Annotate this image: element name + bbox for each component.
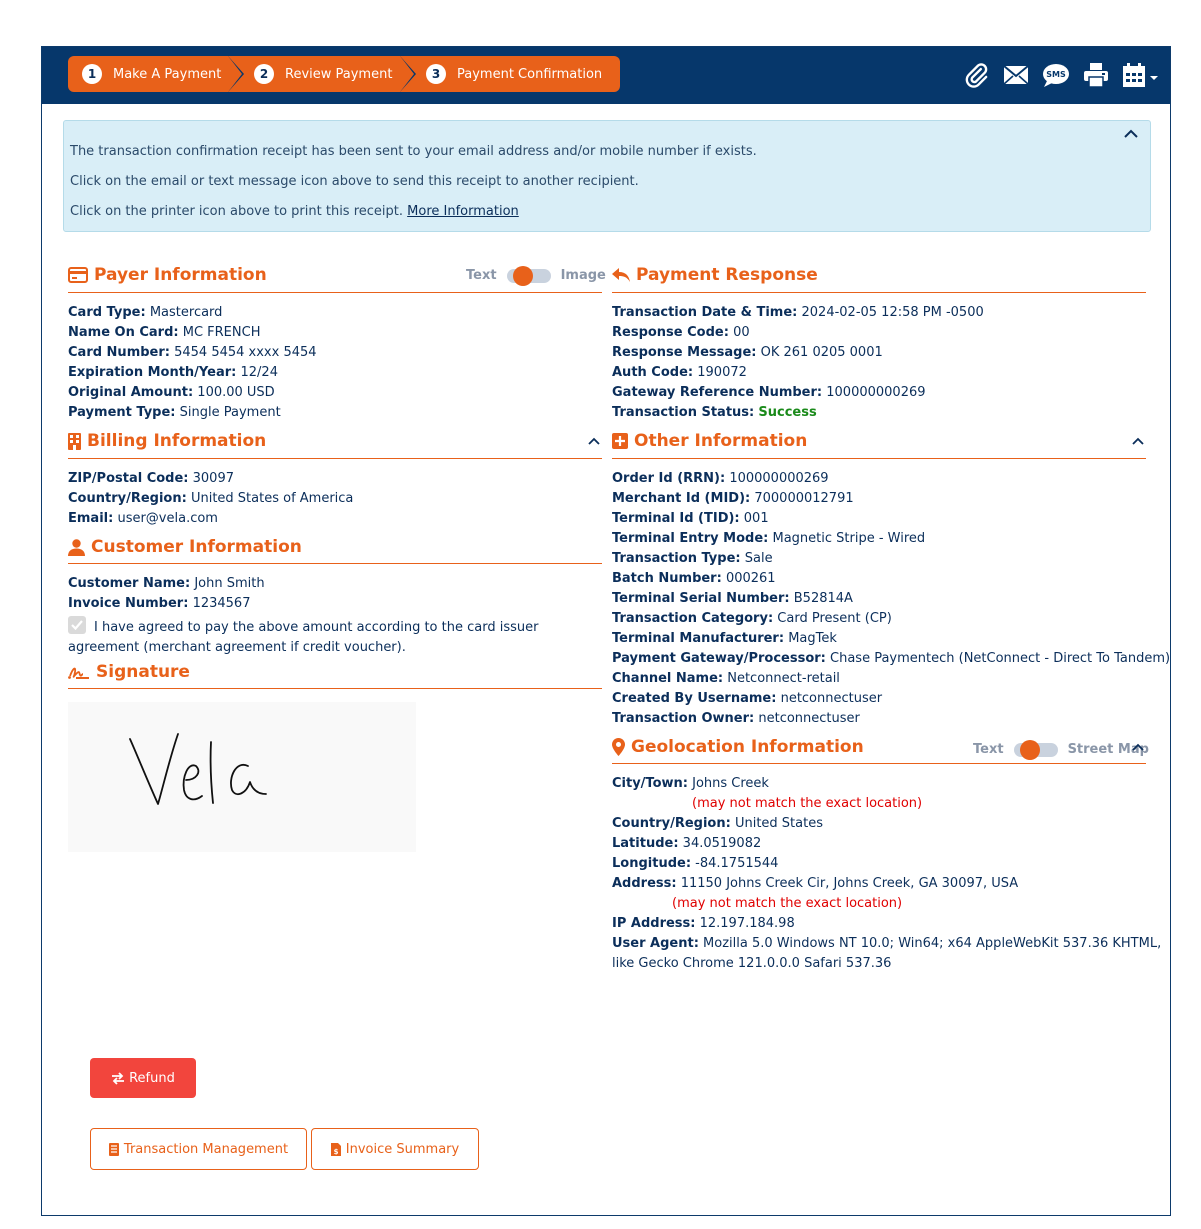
geolocation-details xyxy=(612,774,1161,974)
detail-row xyxy=(612,489,1170,509)
email-value: user@vela.com xyxy=(117,511,218,526)
billing-information-heading xyxy=(68,431,266,451)
card-number-value: 5454 5454 xxxx 5454 xyxy=(174,345,317,360)
detail-label: Terminal Serial Number: xyxy=(612,591,790,606)
toggle-switch[interactable] xyxy=(507,269,551,283)
step-review-payment[interactable] xyxy=(228,56,400,92)
toggle-label-street-map: Street Map xyxy=(1067,742,1149,757)
transaction-date-value: 2024-02-05 12:58 PM -0500 xyxy=(801,305,984,320)
auth-code-label: Auth Code: xyxy=(612,365,694,380)
detail-row xyxy=(612,569,1170,589)
detail-row xyxy=(612,629,1170,649)
signature-image xyxy=(68,702,416,852)
detail-label: Batch Number: xyxy=(612,571,722,586)
other-information-details xyxy=(612,469,1170,729)
info-line-3-text: Click on the printer icon above to print this receipt. xyxy=(70,204,404,219)
payment-response-heading xyxy=(612,265,818,285)
step-label: Make A Payment xyxy=(113,66,222,82)
plus-square-icon xyxy=(612,433,628,449)
gateway-reference-value: 100000000269 xyxy=(826,385,926,400)
payer-details xyxy=(68,303,317,423)
toggle-switch[interactable] xyxy=(1014,743,1058,757)
invoice-number-value: 1234567 xyxy=(192,596,251,611)
reply-icon xyxy=(612,267,630,283)
longitude-value: -84.1751544 xyxy=(695,856,779,871)
expiration-value: 12/24 xyxy=(240,365,278,380)
customer-name-value: John Smith xyxy=(194,576,265,591)
divider xyxy=(68,688,602,689)
step-make-payment[interactable] xyxy=(68,56,228,92)
email-label: Email: xyxy=(68,511,114,526)
card-type-value: Mastercard xyxy=(149,305,223,320)
transaction-status-label: Transaction Status: xyxy=(612,405,755,420)
chevron-up-icon[interactable] xyxy=(1130,739,1146,755)
card-type-label: Card Type: xyxy=(68,305,146,320)
detail-value: Chase Paymentech (NetConnect - Direct To Tandem) xyxy=(830,651,1171,666)
map-marker-icon xyxy=(612,738,625,756)
latitude-value: 34.0519082 xyxy=(682,836,762,851)
sms-icon[interactable] xyxy=(1042,61,1070,89)
detail-label: Transaction Type: xyxy=(612,551,741,566)
divider xyxy=(68,458,602,459)
detail-label: Order Id (RRN): xyxy=(612,471,726,486)
zip-value: 30097 xyxy=(192,471,234,486)
invoice-summary-button[interactable] xyxy=(311,1128,479,1170)
address-label: Address: xyxy=(612,876,677,891)
detail-value: 000261 xyxy=(725,571,776,586)
transaction-management-label: Transaction Management xyxy=(123,1141,289,1157)
detail-row xyxy=(612,649,1170,669)
agreement-text: I have agreed to pay the above amount according to the card issuer agreement (merchant agreement if credit voucher). xyxy=(68,620,539,655)
customer-information-title: Customer Information xyxy=(91,537,302,557)
chevron-up-icon[interactable] xyxy=(1130,433,1146,449)
longitude-label: Longitude: xyxy=(612,856,692,871)
city-value: Johns Creek xyxy=(692,776,769,791)
divider xyxy=(68,292,602,293)
ip-address-value: 12.197.184.98 xyxy=(699,916,795,931)
invoice-dollar-icon xyxy=(331,1143,341,1156)
payer-information-heading xyxy=(68,265,267,285)
detail-row xyxy=(612,669,1170,689)
user-agent-value-continued: like Gecko Chrome 121.0.0.0 Safari 537.36 xyxy=(612,956,892,971)
detail-row xyxy=(612,589,1170,609)
paperclip-icon[interactable] xyxy=(962,61,990,89)
divider xyxy=(68,563,602,564)
name-on-card-label: Name On Card: xyxy=(68,325,179,340)
refund-button[interactable] xyxy=(90,1058,196,1098)
detail-value: netconnectuser xyxy=(758,711,860,726)
card-number-label: Card Number: xyxy=(68,345,170,360)
printer-icon[interactable] xyxy=(1082,61,1110,89)
detail-label: Terminal Manufacturer: xyxy=(612,631,785,646)
response-code-value: 00 xyxy=(733,325,750,340)
svg-text:$: $ xyxy=(333,1147,339,1156)
signature-title: Signature xyxy=(96,662,190,682)
detail-row xyxy=(612,709,1170,729)
toggle-label-image: Image xyxy=(560,268,606,283)
detail-row xyxy=(612,689,1170,709)
response-message-value: OK 261 0205 0001 xyxy=(760,345,883,360)
billing-information-title: Billing Information xyxy=(87,431,267,451)
transaction-date-label: Transaction Date & Time: xyxy=(612,305,798,320)
info-line-1: The transaction confirmation receipt has been sent to your email address and/or mobile number if exists. xyxy=(70,144,757,159)
payment-response-title: Payment Response xyxy=(636,265,818,285)
other-information-heading xyxy=(612,431,807,451)
transaction-status-value: Success xyxy=(758,405,817,420)
detail-value: Netconnect-retail xyxy=(727,671,840,686)
detail-value: B52814A xyxy=(793,591,853,606)
sms-icon-text: SMS xyxy=(1046,70,1066,79)
divider xyxy=(612,458,1146,459)
detail-row xyxy=(612,529,1170,549)
city-label: City/Town: xyxy=(612,776,688,791)
user-icon xyxy=(68,539,85,556)
chevron-up-icon[interactable] xyxy=(586,433,602,449)
wizard-steps xyxy=(68,56,620,92)
customer-name-label: Customer Name: xyxy=(68,576,191,591)
detail-row xyxy=(612,509,1170,529)
divider xyxy=(612,292,1146,293)
info-line-2: Click on the email or text message icon above to send this receipt to another recipient. xyxy=(70,174,639,189)
detail-label: Merchant Id (MID): xyxy=(612,491,751,506)
payment-response-details xyxy=(612,303,984,423)
geolocation-information-heading xyxy=(612,737,864,757)
payer-view-toggle[interactable] xyxy=(466,268,606,283)
transaction-management-button[interactable] xyxy=(90,1128,307,1170)
detail-value: 700000012791 xyxy=(754,491,854,506)
detail-row xyxy=(612,609,1170,629)
country-value: United States xyxy=(734,816,823,831)
country-value: United States of America xyxy=(190,491,354,506)
info-banner xyxy=(63,120,1151,232)
detail-value: 100000000269 xyxy=(729,471,829,486)
geolocation-view-toggle[interactable] xyxy=(973,742,1149,757)
zip-label: ZIP/Postal Code: xyxy=(68,471,189,486)
building-icon xyxy=(68,433,81,450)
document-list-icon xyxy=(109,1143,119,1156)
geolocation-information-title: Geolocation Information xyxy=(631,737,864,757)
detail-label: Transaction Owner: xyxy=(612,711,755,726)
step-number: 1 xyxy=(82,64,102,84)
original-amount-label: Original Amount: xyxy=(68,385,194,400)
detail-row xyxy=(612,469,1170,489)
user-agent-value: Mozilla 5.0 Windows NT 10.0; Win64; x64 AppleWebKit 537.36 KHTML, xyxy=(703,936,1162,951)
gateway-reference-label: Gateway Reference Number: xyxy=(612,385,823,400)
detail-value: MagTek xyxy=(788,631,837,646)
step-number: 2 xyxy=(254,64,274,84)
step-label: Review Payment xyxy=(285,66,393,82)
calendar-icon[interactable] xyxy=(1122,61,1160,89)
step-payment-confirmation[interactable] xyxy=(400,56,620,92)
top-bar xyxy=(42,47,1170,104)
location-disclaimer: (may not match the exact location) xyxy=(672,896,903,911)
detail-label: Terminal Id (TID): xyxy=(612,511,740,526)
toggle-label-text: Text xyxy=(973,742,1004,757)
other-information-title: Other Information xyxy=(634,431,808,451)
address-value: 11150 Johns Creek Cir, Johns Creek, GA 30097, USA xyxy=(680,876,1019,891)
divider xyxy=(612,763,1146,764)
customer-details xyxy=(68,574,265,614)
latitude-label: Latitude: xyxy=(612,836,679,851)
detail-value: Sale xyxy=(744,551,773,566)
signature-icon xyxy=(68,664,90,680)
response-message-label: Response Message: xyxy=(612,345,757,360)
credit-card-icon xyxy=(68,267,88,283)
toggle-label-text: Text xyxy=(466,268,497,283)
refund-label: Refund xyxy=(129,1070,175,1086)
country-label: Country/Region: xyxy=(612,816,731,831)
more-information-link[interactable]: More Information xyxy=(407,204,519,219)
detail-value: Magnetic Stripe - Wired xyxy=(772,531,926,546)
invoice-summary-label: Invoice Summary xyxy=(345,1141,460,1157)
receipt-panel xyxy=(41,46,1171,1216)
expiration-label: Expiration Month/Year: xyxy=(68,365,237,380)
customer-information-heading xyxy=(68,537,302,557)
exchange-icon xyxy=(111,1072,125,1085)
billing-details xyxy=(68,469,353,529)
signature-heading xyxy=(68,662,190,682)
ip-address-label: IP Address: xyxy=(612,916,696,931)
detail-value: netconnectuser xyxy=(780,691,883,706)
detail-value: Card Present (CP) xyxy=(777,611,892,626)
location-disclaimer: (may not match the exact location) xyxy=(692,796,923,811)
detail-label: Payment Gateway/Processor: xyxy=(612,651,826,666)
invoice-number-label: Invoice Number: xyxy=(68,596,189,611)
agreement xyxy=(68,616,608,658)
toolbar-icons xyxy=(962,61,1160,89)
original-amount-value: 100.00 USD xyxy=(197,385,275,400)
detail-label: Created By Username: xyxy=(612,691,777,706)
payment-type-label: Payment Type: xyxy=(68,405,176,420)
step-number: 3 xyxy=(426,64,446,84)
detail-label: Channel Name: xyxy=(612,671,724,686)
response-code-label: Response Code: xyxy=(612,325,729,340)
step-label: Payment Confirmation xyxy=(457,66,603,82)
detail-label: Terminal Entry Mode: xyxy=(612,531,769,546)
detail-label: Transaction Category: xyxy=(612,611,774,626)
country-label: Country/Region: xyxy=(68,491,187,506)
envelope-icon[interactable] xyxy=(1002,61,1030,89)
agreement-checkbox[interactable] xyxy=(68,616,86,634)
payment-type-value: Single Payment xyxy=(179,405,281,420)
payer-information-title: Payer Information xyxy=(94,265,267,285)
chevron-up-icon[interactable] xyxy=(1122,125,1140,143)
info-line-3 xyxy=(70,204,519,219)
detail-value: 001 xyxy=(743,511,769,526)
auth-code-value: 190072 xyxy=(697,365,747,380)
name-on-card-value: MC FRENCH xyxy=(182,325,261,340)
detail-row xyxy=(612,549,1170,569)
user-agent-label: User Agent: xyxy=(612,936,699,951)
